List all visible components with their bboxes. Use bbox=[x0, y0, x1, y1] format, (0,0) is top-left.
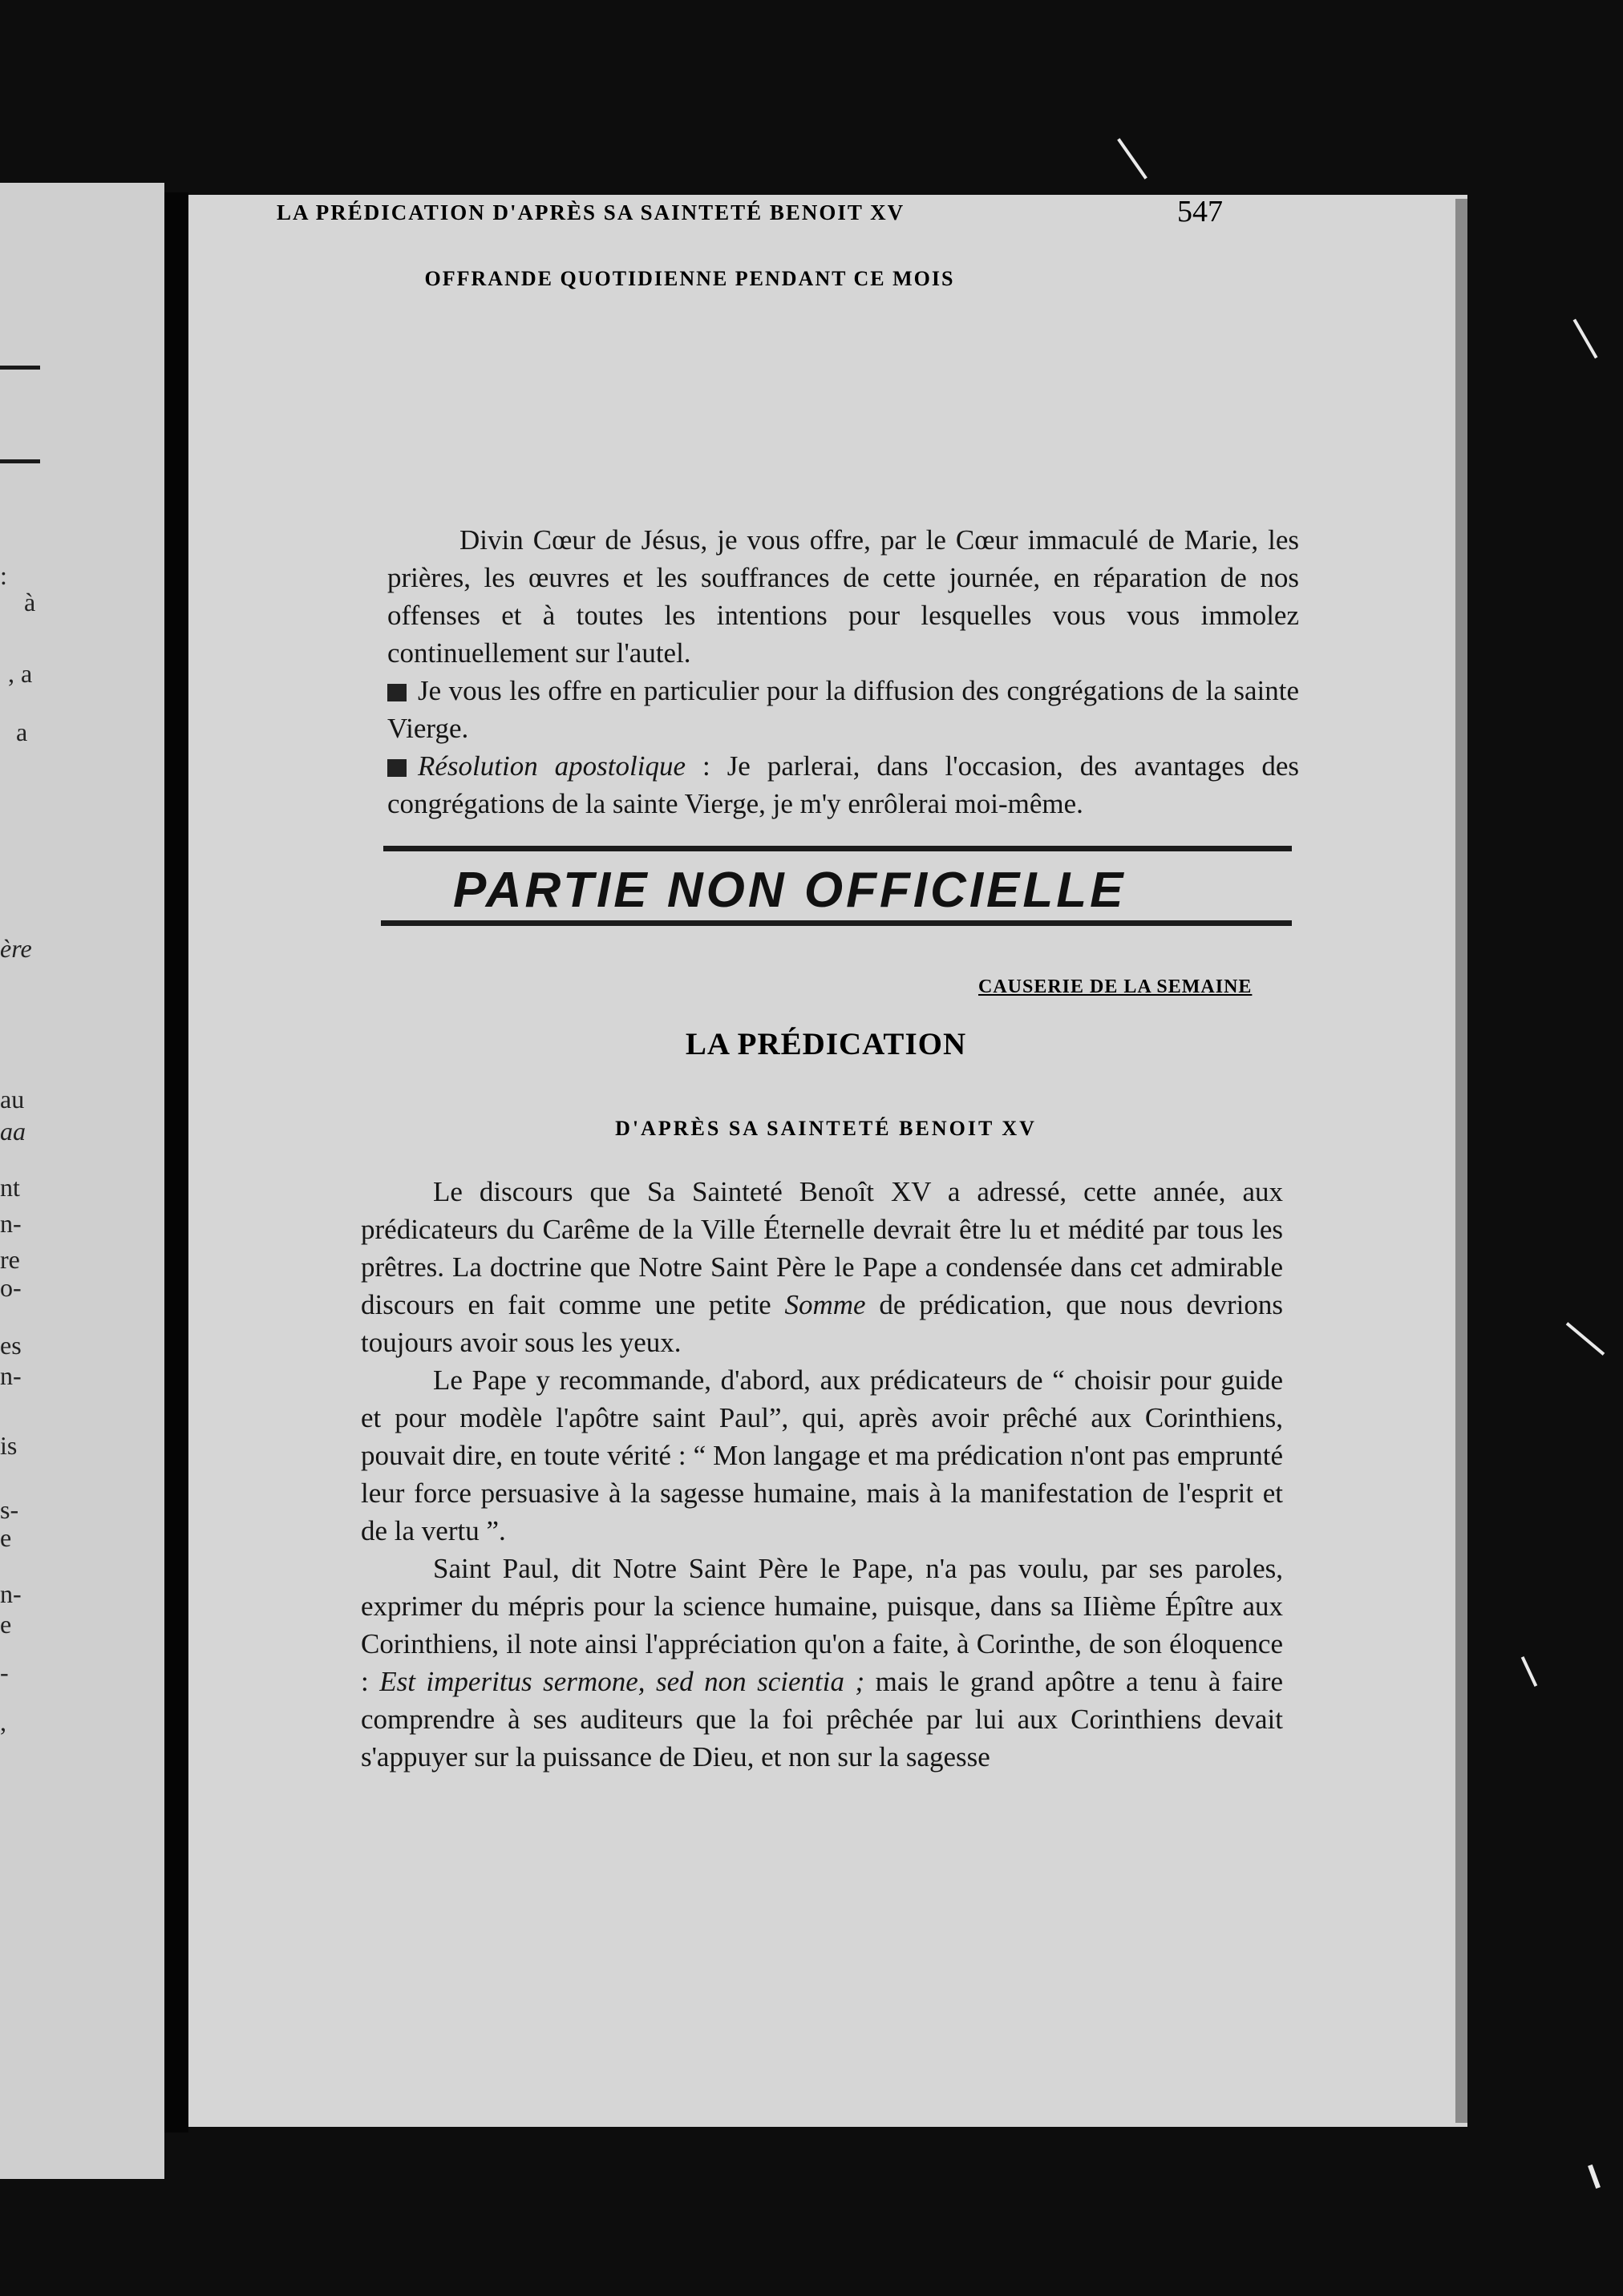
article-paragraph-1 bbox=[361, 1173, 1283, 1361]
offrande-title: OFFRANDE QUOTIDIENNE PENDANT CE MOIS bbox=[424, 267, 955, 290]
p1-italic: Somme bbox=[784, 1289, 866, 1320]
offrande-block bbox=[387, 521, 1299, 823]
left-page-text-fragment: is bbox=[0, 1431, 18, 1460]
article-rubric: CAUSERIE DE LA SEMAINE bbox=[978, 976, 1253, 997]
article-subtitle: D'APRÈS SA SAINTETÉ BENOIT XV bbox=[615, 1117, 1037, 1140]
left-page-text-fragment: ère bbox=[0, 934, 32, 963]
section-rule-top bbox=[383, 846, 1292, 851]
left-page-text-fragment: : bbox=[0, 561, 7, 590]
left-page-text-fragment: au bbox=[0, 1085, 25, 1114]
article-paragraph-2: Le Pape y recommande, d'abord, aux prédicateurs de “ choisir pour guide et pour modèle l'apôtre saint Paul”, qui, après avoir prêché aux Corinthiens, pouvait dire, en toute vérité : “ Mon langage et ma prédication n'ont pas emprunté leur force persuasive à la sagesse humaine, mais à la manifestation de l'esprit et de la vertu ”. bbox=[361, 1364, 1283, 1546]
left-page-text-fragment: e bbox=[0, 1610, 12, 1639]
article-title: LA PRÉDICATION bbox=[685, 1027, 967, 1061]
left-page-rule bbox=[0, 366, 40, 370]
p1-text-b: de prédication, que nous devrions toujours avoir sous les yeux. bbox=[361, 1289, 1284, 1358]
resolution-label: Résolution apostolique bbox=[418, 750, 686, 782]
page-edge bbox=[1455, 199, 1467, 2123]
left-page-text-fragment: re bbox=[0, 1245, 20, 1274]
section-title: PARTIE NON OFFICIELLE bbox=[453, 863, 1127, 918]
left-page-text-fragment: - bbox=[0, 1658, 9, 1687]
scan-artifact bbox=[1566, 1322, 1605, 1356]
left-page-text-fragment: nt bbox=[0, 1173, 20, 1202]
offrande-intention-paragraph bbox=[387, 672, 1299, 747]
p1-text-a: Le discours que Sa Sainteté Benoît XV a adressé, cette année, aux prédicateurs du Carême de la Ville Éternelle devrait être lu et médité par tous les prêtres. La doctrine que Notre Saint Père le Pape a condensée dans cet admirable discours en fait comme une petite bbox=[361, 1176, 1283, 1320]
left-page-text-fragment: a bbox=[16, 718, 28, 746]
article-paragraph-3 bbox=[361, 1550, 1283, 1776]
left-page-text-fragment: e bbox=[0, 1523, 12, 1552]
left-page-rule bbox=[0, 459, 40, 463]
left-page-text-fragment: es bbox=[0, 1331, 22, 1360]
page-number: 547 bbox=[1177, 195, 1223, 228]
scan-artifact bbox=[1117, 138, 1147, 179]
p3-italic: Est imperitus sermone, sed non scientia ; bbox=[379, 1666, 865, 1697]
left-page-text-fragment: , a bbox=[8, 659, 33, 688]
running-title: LA PRÉDICATION D'APRÈS SA SAINTETÉ BENOIT XV bbox=[277, 200, 905, 224]
offrande-resolution-paragraph bbox=[387, 747, 1299, 823]
p3-text-a: Saint Paul, dit Notre Saint Père le Pape, n'a pas voulu, par ses paroles, exprimer du mépris pour la science humaine, puisque, dans sa IIième Épître aux Corinthiens, il note ainsi l'appréciation qu'on a faite, à Corinthe, de son éloquence : bbox=[361, 1553, 1283, 1697]
left-page-text-fragment: à bbox=[24, 588, 36, 616]
square-bullet-icon bbox=[387, 684, 407, 701]
book-gutter bbox=[164, 192, 188, 2132]
left-page-text-fragment: aa bbox=[0, 1117, 26, 1146]
square-bullet-icon bbox=[387, 759, 407, 777]
p3-text-b: mais le grand apôtre a tenu à faire comprendre à ses auditeurs que la foi prêchée par lui aux Corinthiens devait s'appuyer sur la puissance de Dieu, et non sur la sagesse bbox=[361, 1666, 1283, 1773]
scan-artifact bbox=[1573, 319, 1598, 359]
left-page-text-fragment: n- bbox=[0, 1361, 22, 1390]
article-body bbox=[361, 1173, 1283, 1776]
left-page-text-fragment: s- bbox=[0, 1495, 19, 1524]
left-page-text-fragment: n- bbox=[0, 1209, 22, 1238]
left-page-text-fragment: o- bbox=[0, 1273, 22, 1302]
section-rule-bottom bbox=[381, 920, 1292, 926]
running-header bbox=[277, 195, 1223, 228]
scan-artifact bbox=[1521, 1656, 1538, 1687]
left-page-text-fragment: n- bbox=[0, 1579, 22, 1608]
offrande-intention: Je vous les offre en particulier pour la diffusion des congrégations de la sainte Vierge. bbox=[387, 675, 1299, 744]
offrande-prayer: Divin Cœur de Jésus, je vous offre, par le Cœur immaculé de Marie, les prières, les œuvres et les souffrances de cette journée, en réparation de nos offenses et à toutes les intentions pour lesquelles vous vous immolez continuellement sur l'autel. bbox=[387, 524, 1299, 669]
left-facing-page bbox=[0, 183, 164, 2179]
book-page bbox=[188, 195, 1467, 2127]
resolution-text: : Je parlerai, dans l'occasion, des avantages des congrégations de la sainte Vierge, je m'y enrôlerai moi-même. bbox=[387, 750, 1299, 819]
left-page-text-fragment: , bbox=[0, 1708, 6, 1736]
scan-artifact bbox=[1588, 2165, 1601, 2189]
